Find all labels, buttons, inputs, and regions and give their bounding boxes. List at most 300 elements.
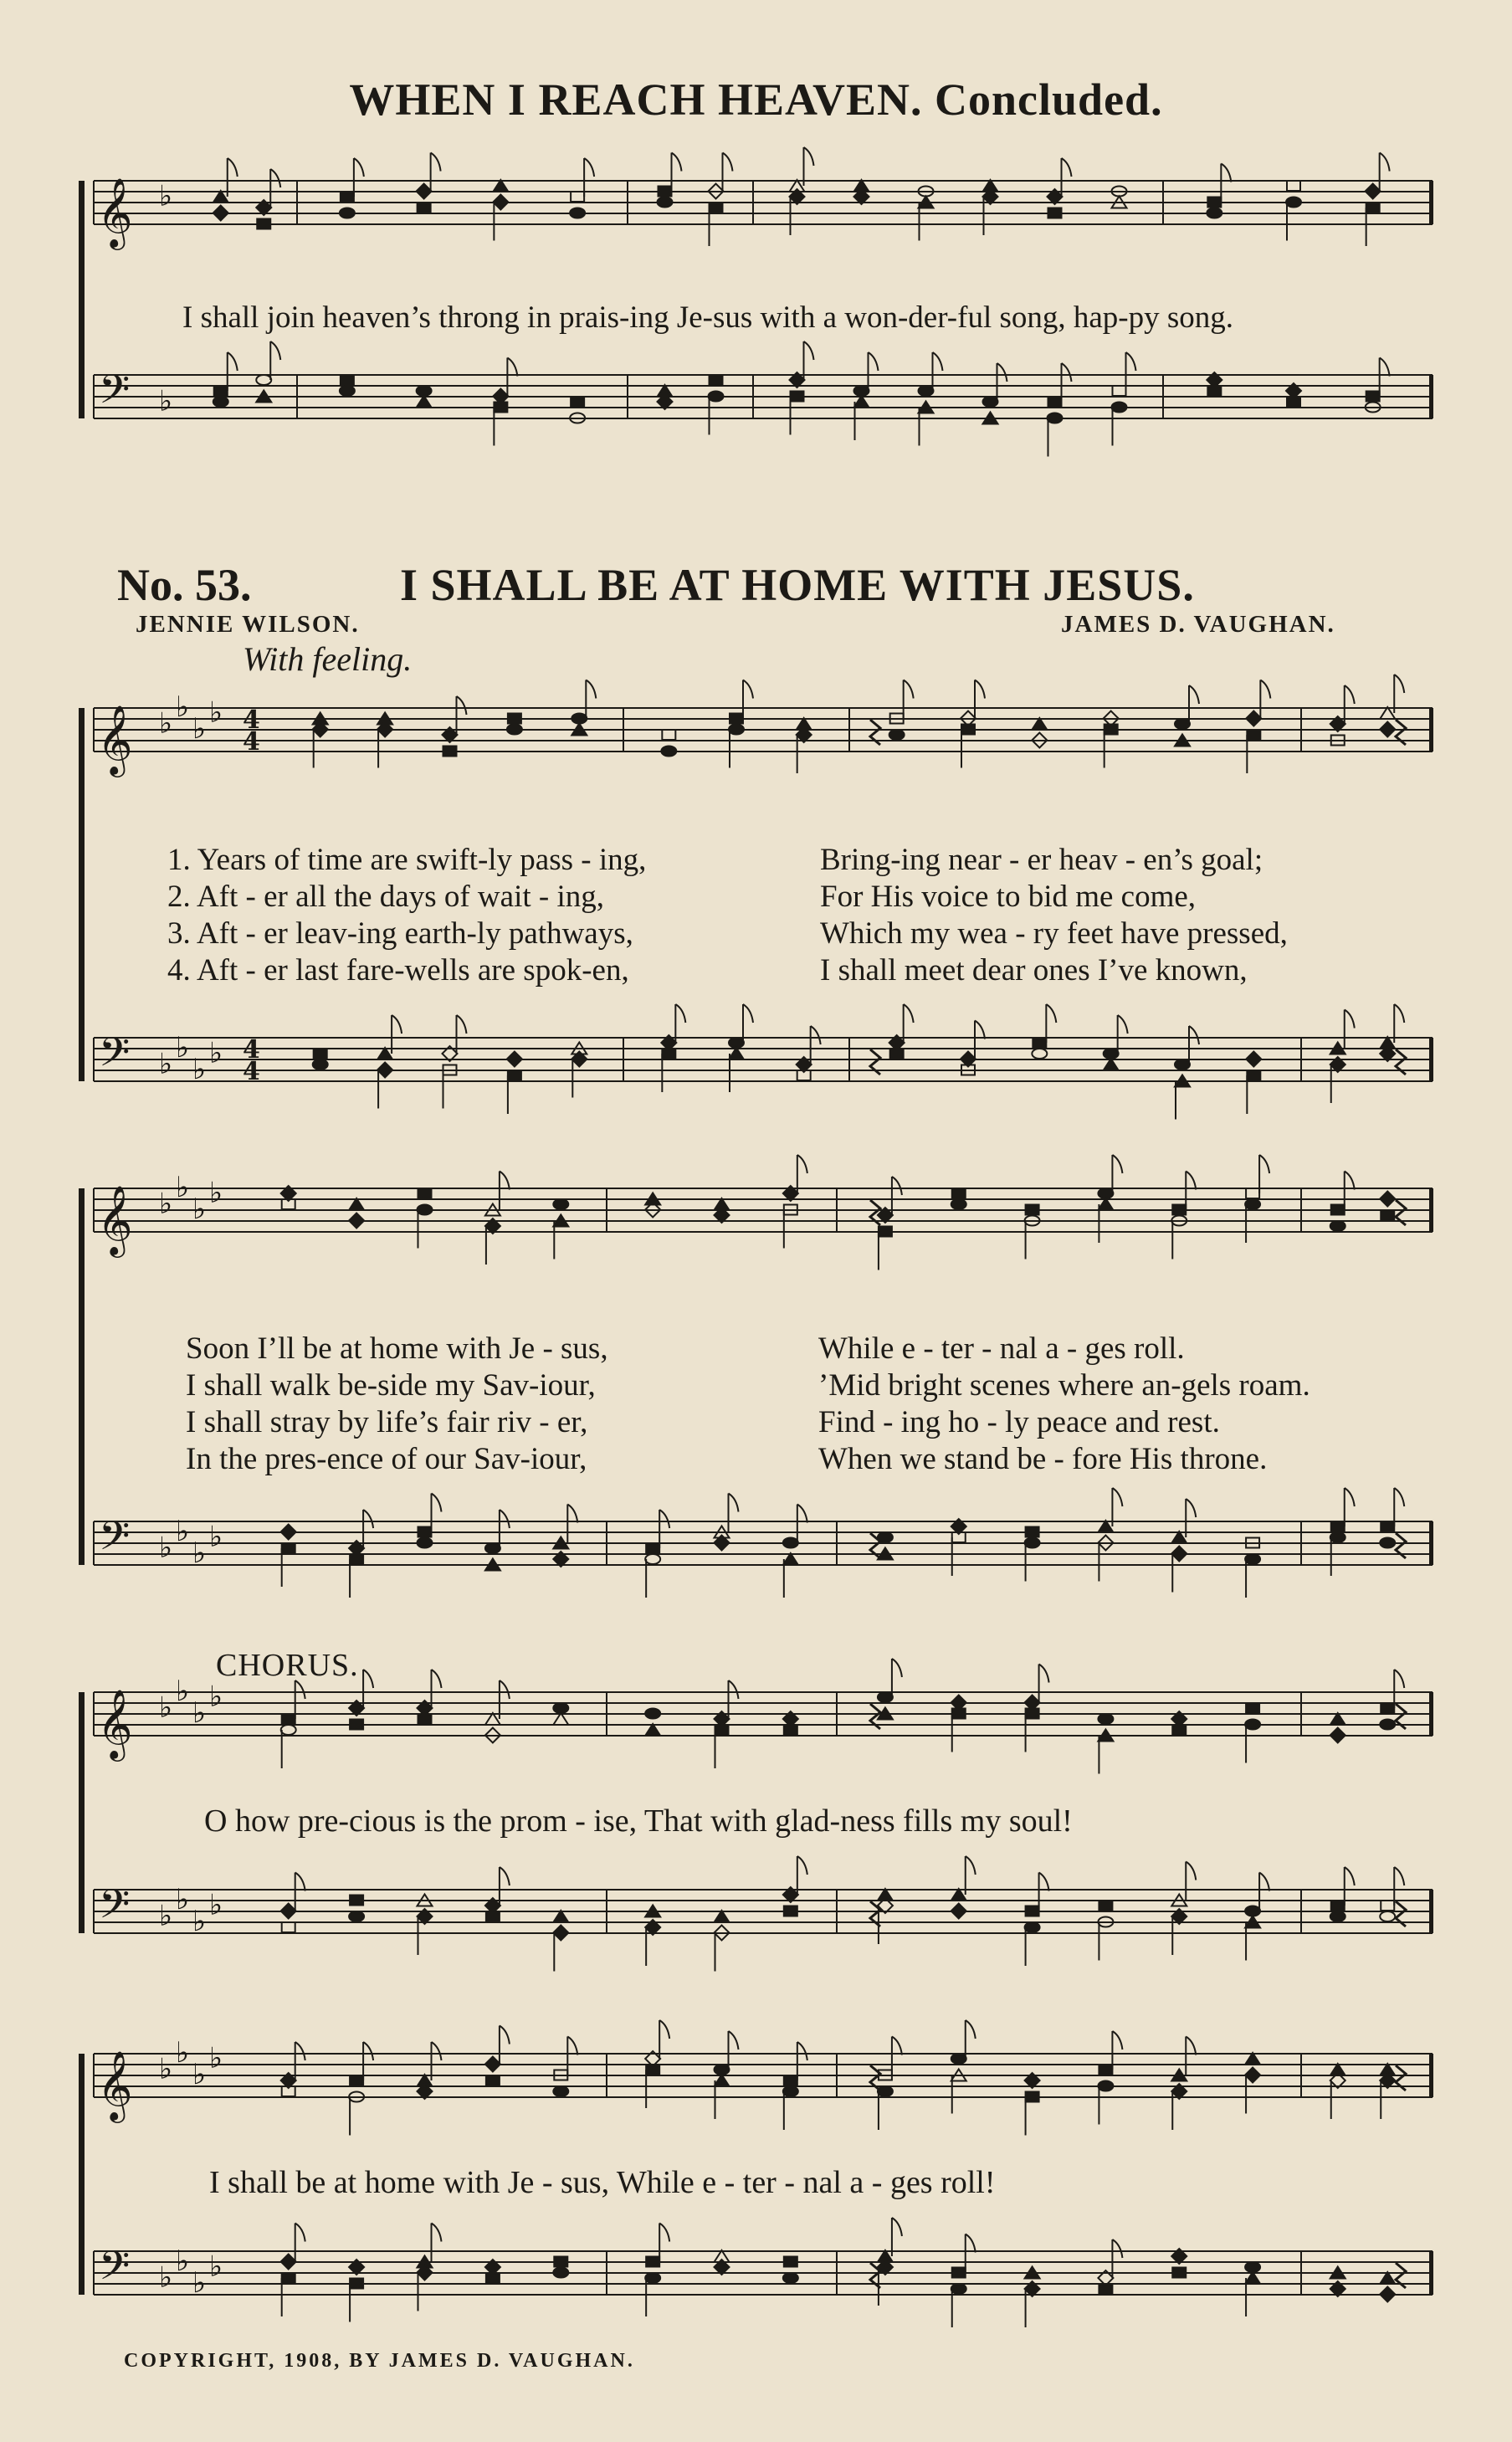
note-head [507,725,522,735]
note-flag [392,1015,402,1034]
note-flag [1062,158,1072,177]
note-flag [1380,153,1390,172]
note-head [570,208,585,218]
note-head [645,1724,660,1736]
time-signature-numerator: 4 [243,1035,260,1065]
note-head [349,1198,364,1210]
note-head [1112,403,1127,413]
song-number: No. 53. [117,560,252,610]
note-head [418,1205,433,1215]
note-head [961,725,975,735]
flat-icon: ♭ [192,2266,207,2300]
note-head [1330,1728,1345,1743]
note-head [350,2279,363,2289]
note-flag [675,1004,685,1023]
note-head [1331,1521,1345,1531]
note-head [1381,1901,1394,1911]
flat-icon: ♭ [159,1187,173,1221]
treble-staff-3-end [1429,1692,1433,1736]
flat-icon: ♭ [192,712,207,746]
verse-4-line-a: 4. Aft - er last fare-wells are spok-en, [167,953,629,988]
note-head [952,2268,966,2278]
note-head [1380,707,1395,719]
note-head [1245,1720,1260,1730]
note-head [951,1199,966,1209]
note-flag [457,1015,467,1034]
note-flag [997,363,1007,382]
note-head [784,2257,797,2267]
note-head [1245,1554,1260,1564]
note-head [553,1199,568,1209]
note-head [1381,1210,1394,1220]
note-flag [228,158,238,177]
note-flag [672,153,682,172]
flat-icon: ♭ [192,1696,207,1730]
note-flag [811,1026,821,1044]
note-flag [1126,352,1136,371]
note-flag [1345,1867,1355,1885]
bass-staff-2-end [1429,1521,1433,1565]
note-head [951,2284,966,2294]
verse-1-line-d: While e - ter - nal a - ges roll. [818,1331,1185,1366]
note-head [377,1063,392,1078]
note-head [662,730,675,740]
note-head [350,1720,363,1730]
note-head [1330,1713,1345,1725]
note-head [349,1911,364,1921]
note-head [645,1709,660,1719]
note-flag [729,1494,739,1512]
note-flag [1189,685,1199,704]
note-head [791,392,804,402]
note-flag [295,2042,305,2060]
note-head [658,198,673,208]
note-head [1175,1059,1190,1070]
note-head [281,1525,296,1540]
verse-2-line-b: For His voice to bid me come, [820,880,1197,914]
note-flag [228,352,238,371]
note-head [1104,1059,1119,1070]
note-flag [1394,1867,1404,1885]
note-flag [354,158,364,177]
note-head [1245,2053,1260,2065]
note-head [983,397,998,407]
note-flag [363,2042,373,2060]
time-signature-denominator: 4 [243,1057,260,1086]
flat-icon: ♭ [192,1537,207,1570]
note-head [418,1188,432,1198]
flat-icon: ♭ [192,1053,207,1086]
note-flag [892,1659,902,1677]
system-brace [79,181,85,418]
note-head [854,396,869,408]
note-head [710,203,723,213]
note-head [919,386,934,396]
note-head [493,195,508,210]
flat-icon: ♭ [176,1883,190,1916]
note-head [1098,1198,1113,1210]
note-head [282,2273,295,2283]
note-head [1105,725,1118,735]
note-flag [295,1873,305,1891]
chorus-lyric-line-1: O how pre-cious is the prom - ise, That with glad-ness fills my soul! [204,1803,1073,1839]
note-flag [270,341,280,360]
flat-icon: ♭ [159,1690,173,1725]
flat-icon: ♭ [176,2244,190,2278]
note-head [1026,1205,1039,1215]
flat-icon: ♭ [209,1520,223,1554]
note-flag [295,2224,305,2242]
chorus-label: CHORUS. [216,1648,359,1683]
note-flag [659,2224,669,2242]
note-head [1026,1906,1039,1916]
note-head [709,392,724,402]
note-head [1033,1038,1046,1048]
note-head [553,1926,568,1941]
note-flag [1221,164,1231,182]
note-flag [584,158,594,177]
note-head [1032,1049,1047,1059]
note-head [1247,1070,1260,1080]
flat-icon: ♭ [192,1905,207,1938]
verse-3-line-d: Find - ing ho - ly peace and rest. [818,1405,1220,1439]
flat-icon: ♭ [209,2250,223,2284]
note-head [340,386,355,396]
note-head [418,1714,432,1724]
note-flag [431,153,441,172]
chorus-lyric-line-2: I shall be at home with Je - sus, While e - ter - nal a - ges roll! [209,2165,996,2200]
note-flag [797,2042,807,2060]
note-head [350,1554,363,1564]
note-head [1171,1547,1187,1562]
note-head [494,403,507,413]
note-head [783,2086,798,2096]
note-head [1366,184,1381,199]
note-flag [743,680,753,699]
flat-icon: ♭ [209,2041,223,2075]
note-head [784,1725,797,1735]
note-flag [797,1856,807,1875]
note-flag [1394,1670,1404,1688]
note-head [493,180,508,192]
note-flag [1380,358,1390,377]
flat-icon: ♭ [159,179,173,213]
note-head [1330,1911,1345,1921]
note-head [1245,2272,1260,2284]
verse-4-line-b: I shall meet dear ones I’ve known, [820,953,1248,988]
note-flag [457,696,467,715]
note-head [418,1527,432,1537]
verse-3-line-b: Which my wea - ry feet have pressed, [820,916,1288,951]
verse-3-line-c: I shall stray by life’s fair riv - er, [186,1405,588,1439]
note-head [784,2075,797,2085]
note-head [659,187,672,197]
note-head [1025,1922,1040,1932]
note-flag [1118,1015,1128,1034]
note-head [1247,730,1260,740]
song-title: I SHALL BE AT HOME WITH JESUS. [400,560,1195,610]
note-flag [1112,1488,1122,1506]
flat-icon: ♭ [209,1176,223,1210]
flat-icon: ♭ [192,1193,207,1226]
note-head [1032,718,1047,730]
note-head [1330,1221,1345,1231]
note-flag [567,2037,577,2055]
note-head [1380,722,1395,737]
note-flag [1189,1026,1199,1044]
verse-3-line-a: 3. Aft - er leav-ing earth-ly pathways, [167,916,633,951]
note-head [417,396,432,408]
note-flag [1394,1004,1404,1023]
note-head [1098,2081,1113,2091]
note-flag [729,2031,739,2050]
note-flag [1112,2031,1122,2050]
note-head [1207,198,1221,208]
note-head [951,1904,966,1919]
treble-staff-1-end [1429,708,1433,752]
note-head [1175,719,1190,729]
note-flag [500,1867,510,1885]
flat-icon: ♭ [159,2260,173,2295]
note-flag [966,1856,976,1875]
flat-icon: ♭ [159,2052,173,2086]
top-lyric-line: I shall join heaven’s throng in prais-ing Je-sus with a won-der-ful song, hap-py song. [182,300,1234,335]
note-head [313,1059,328,1070]
note-head [485,1543,500,1553]
system-brace [79,1188,85,1565]
note-head [784,1906,797,1916]
note-head [1099,1901,1112,1911]
note-head [213,397,228,407]
flat-icon: ♭ [192,2058,207,2091]
flat-icon: ♭ [159,706,173,741]
note-flag [1345,1172,1355,1190]
note-head [1381,1521,1394,1531]
note-head [1099,2065,1112,2075]
flat-icon: ♭ [159,384,173,418]
note-flag [1186,1862,1196,1880]
note-head [715,2075,730,2086]
note-head [878,2086,893,2096]
note-flag [586,680,596,699]
note-head [1048,208,1062,218]
note-head [952,1709,966,1719]
note-head [1026,2092,1039,2102]
note-head [1246,1188,1259,1198]
note-head [1287,397,1300,407]
flat-icon: ♭ [176,2036,190,2070]
note-head [508,1070,521,1080]
note-head [256,375,271,385]
note-head [783,2273,798,2283]
note-head [571,192,584,202]
note-flag [933,352,943,371]
bass-staff-0-end [1429,375,1433,418]
note-head [645,2273,660,2283]
treble-clef-icon: 𝄞 [97,1184,133,1254]
note-flag [975,680,985,699]
note-flag [1186,1172,1196,1190]
note-head [507,1052,522,1067]
note-flag [729,1680,739,1699]
bass-staff-1-end [1429,1038,1433,1081]
note-head [341,375,354,385]
note-head [282,1922,295,1932]
bass-clef-icon: 𝄢 [99,366,131,423]
note-head [350,1896,363,1906]
verse-4-line-c: In the pres-ence of our Sav-iour, [186,1442,587,1476]
note-head [1207,208,1222,218]
note-flag [1394,675,1404,693]
verse-1-line-b: Bring-ing near - er heav - en’s goal; [820,843,1263,877]
flat-icon: ♭ [176,1031,190,1065]
bass-clef-icon: 𝄢 [99,1512,131,1569]
note-flag [892,1177,902,1195]
tempo-marking: With feeling. [243,640,413,678]
verse-1-line-c: Soon I’ll be at home with Je - sus, [186,1331,608,1366]
note-head [952,1188,966,1198]
treble-clef-icon: 𝄞 [97,1688,133,1758]
note-head [710,375,723,385]
note-head [1025,1538,1040,1548]
continued-song-heading: WHEN I REACH HEAVEN. Concluded. [349,74,1163,125]
note-head [1048,413,1063,423]
note-head [508,714,521,724]
bass-staff-3-end [1429,1890,1433,1933]
treble-staff-2-end [1429,1188,1433,1232]
note-head [646,2065,659,2075]
note-head [646,2257,659,2267]
note-head [486,2273,500,2283]
flat-icon: ♭ [159,1531,173,1565]
note-flag [1186,2037,1196,2055]
note-head [340,208,355,218]
verse-4-line-d: When we stand be - fore His throne. [818,1442,1268,1476]
note-flag [892,2037,902,2055]
system-brace [79,708,85,1081]
note-head [1171,1531,1187,1543]
note-head [1331,1205,1345,1215]
note-head [1099,2284,1112,2294]
note-head [1246,1052,1261,1067]
treble-clef-icon: 𝄞 [97,177,133,247]
note-flag [797,1155,807,1173]
note-flag [432,2042,442,2060]
note-head [1026,1709,1039,1719]
flat-icon: ♭ [209,1036,223,1070]
note-head [1331,1901,1345,1911]
note-head [1366,203,1380,213]
note-head [553,1713,568,1725]
note-head [349,1213,364,1229]
note-head [418,1538,433,1548]
note-head [1246,1703,1259,1713]
note-head [890,1049,904,1059]
note-flag [797,1505,807,1523]
note-flag [966,2234,976,2253]
flat-icon: ♭ [159,1899,173,1933]
flat-icon: ♭ [176,1171,190,1204]
note-head [281,1904,296,1919]
composer-credit: JAMES D. VAUGHAN. [1061,611,1335,638]
note-head [282,1543,295,1553]
treble-staff-4-end [1429,2054,1433,2097]
note-head [1245,1199,1260,1209]
note-head [1026,1527,1039,1537]
note-head [571,397,584,407]
note-head [1098,1714,1113,1724]
note-flag [892,2218,902,2236]
note-head [213,206,228,221]
note-flag [659,2020,669,2039]
note-flag [1345,685,1355,704]
note-head [553,2086,568,2096]
note-head [715,1911,730,1922]
note-flag [1259,1873,1269,1891]
flat-icon: ♭ [209,1680,223,1714]
treble-clef-icon: 𝄞 [97,704,133,774]
bass-clef-icon: 𝄢 [99,1880,131,1937]
time-signature-denominator: 4 [243,727,260,757]
note-head [418,203,431,213]
system-brace [79,1692,85,1933]
note-head [783,1538,798,1548]
note-head [553,2268,568,2278]
note-head [1048,397,1062,407]
note-flag [432,1670,442,1688]
time-signature-numerator: 4 [243,705,260,735]
treble-clef-icon: 𝄞 [97,2050,133,2120]
note-head [1207,386,1221,396]
system-brace [79,2054,85,2295]
note-head [1172,1205,1186,1215]
note-head [214,386,228,396]
note-head [879,1227,892,1237]
verse-2-line-d: ’Mid bright scenes where an-gels roam. [818,1368,1310,1403]
note-head [1380,1192,1395,1207]
note-head [1380,2287,1395,2302]
note-head [314,1049,327,1059]
note-head [951,2054,966,2064]
note-head [443,746,457,757]
bass-staff-4-end [1429,2251,1433,2295]
note-flag [1046,1004,1056,1023]
note-flag [743,1004,753,1023]
note-head [1380,2272,1395,2284]
note-flag [1259,1155,1269,1173]
note-head [417,184,432,199]
bass-clef-icon: 𝄢 [99,2242,131,2299]
note-flag [975,1021,985,1039]
note-flag [904,680,914,699]
note-head [1286,198,1301,208]
note-head [1172,1725,1186,1735]
note-flag [1039,1873,1049,1891]
note-head [1172,2268,1186,2278]
note-flag [500,1172,510,1190]
note-head [554,2257,567,2267]
bass-clef-icon: 𝄢 [99,1029,131,1085]
note-head [951,1889,966,1901]
note-head [729,725,744,735]
note-flag [966,2020,976,2039]
note-flag [432,2224,442,2242]
note-flag [1186,1499,1196,1517]
note-head [715,1725,729,1735]
note-flag [1112,2239,1122,2258]
note-head [553,1911,568,1922]
verse-2-line-c: I shall walk be-side my Sav-iour, [186,1368,596,1403]
